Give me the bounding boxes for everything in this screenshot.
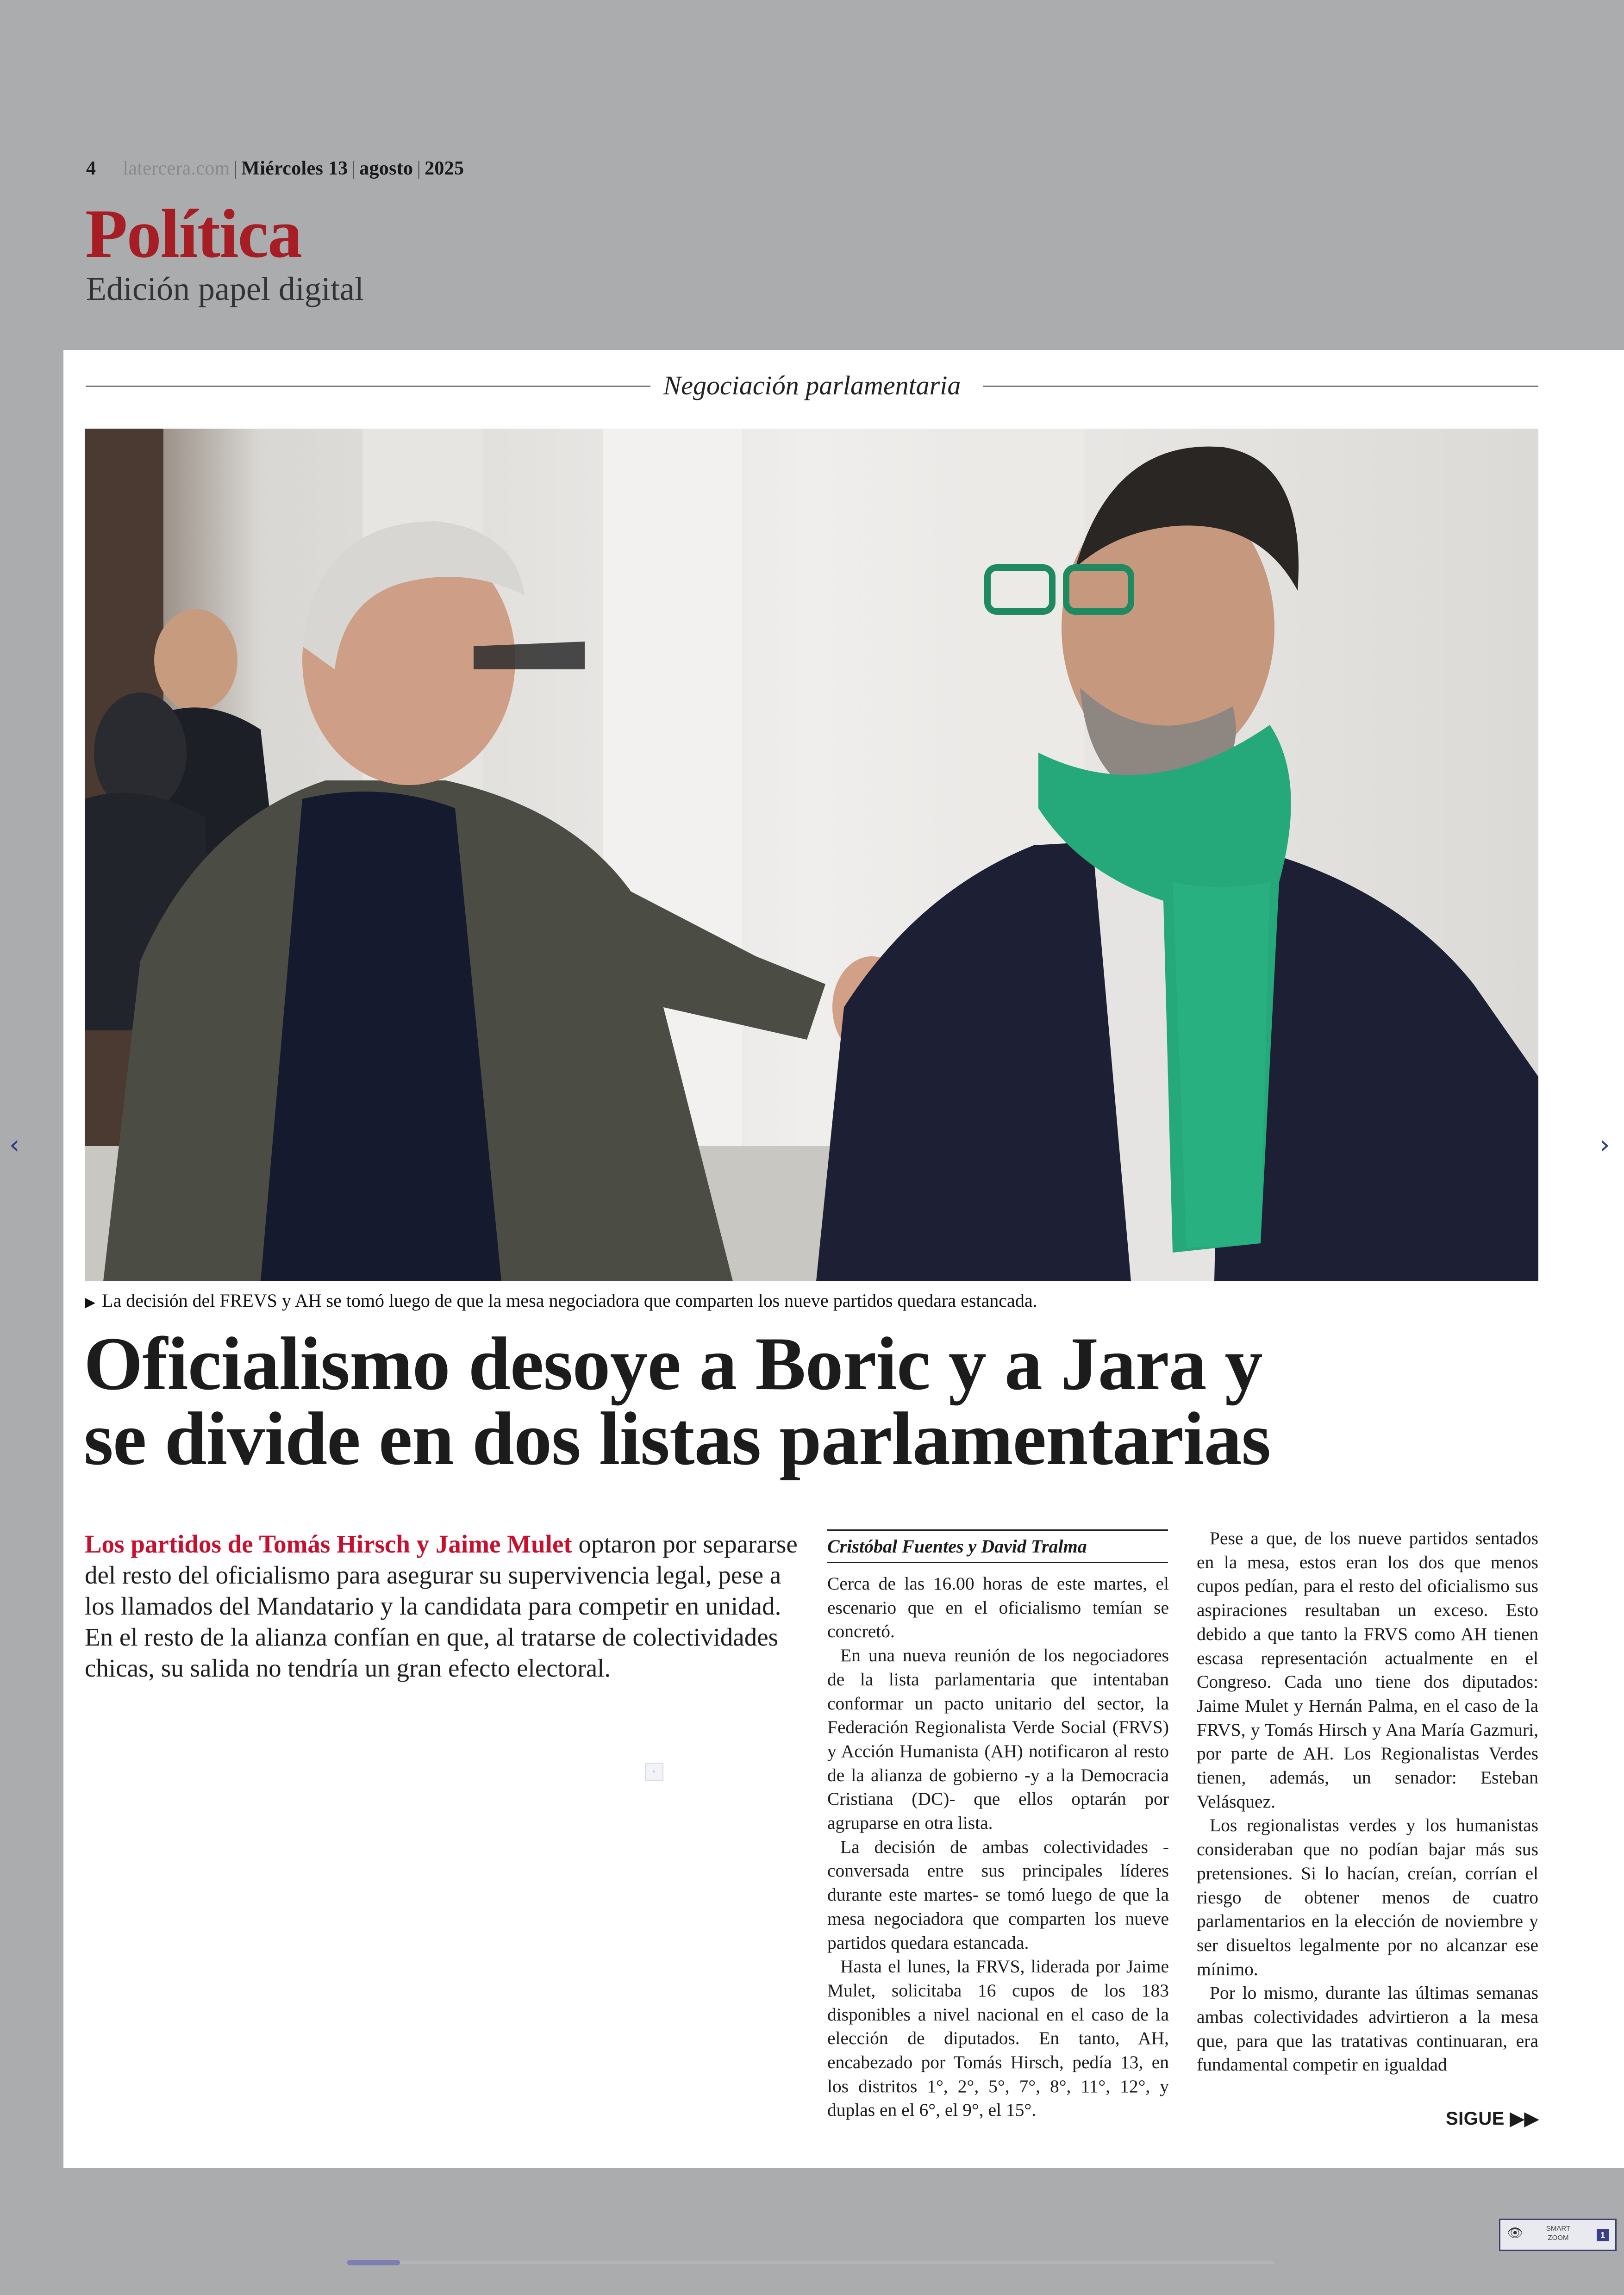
lead-text: optaron por separarse del resto del oficialismo para asegurar su supervivencia legal, pese a los llamados del Mandatario y la candidata para competir en unidad. En el resto de la alianza confían en que, al tratarse de colectividades chicas, su salida no tendría un gran efecto electoral. — [85, 1530, 798, 1682]
smart-zoom-button[interactable] — [1499, 2219, 1617, 2251]
kicker-row — [86, 369, 1538, 402]
paragraph: La decisión de ambas colectividades -conversada entre sus principales líderes durante este martes- se tomó luego de que la mesa negociadora que comparten los nueve partidos quedara estancada. — [827, 1836, 1169, 1953]
continue-label: SIGUE ▶▶ — [1446, 2108, 1539, 2129]
page-scrubber-track[interactable] — [348, 2261, 1274, 2264]
article-byline: Cristóbal Fuentes y David Tralma — [827, 1529, 1168, 1563]
paragraph: En una nueva reunión de los negociadores de la lista parlamentaria que intentaban conformar un pacto unitario del sector, la Federación Regionalista Verde Social (FRVS) y Acción Humanista (AH) notificaron al resto de la alianza de gobierno -y a la Democracia Cristiana (DC)- que ellos optarán por agruparse en otra lista. — [827, 1645, 1169, 1834]
paragraph: Los regionalistas verdes y los humanistas consideraban que no podían bajar más sus pretensiones. Si lo hacían, creían, corrían el riesgo de obtener menos de cuatro parlamentarios en la elección de noviembre y ser disueltos legalmente por no alcanzar ese mínimo. — [1197, 1815, 1538, 1979]
article-kicker — [86, 369, 1538, 402]
site-name: latercera.com — [123, 158, 230, 179]
lead-highlight: Los partidos de Tomás Hirsch y Jaime Mulet — [85, 1530, 572, 1558]
smart-zoom-badge: 1 — [1597, 2229, 1609, 2241]
masthead — [86, 157, 464, 180]
article-lead — [85, 1528, 798, 1684]
page-number: 4 — [86, 158, 96, 179]
article-column-2 — [1197, 1527, 1538, 2077]
article-headline — [84, 1322, 1542, 1481]
caption-marker-icon: ▶ — [85, 1295, 96, 1310]
paragraph: Cerca de las 16.00 horas de este martes, el escenario que en el oficialismo temían se concretó. — [827, 1573, 1169, 1642]
smart-zoom-label-line: SMART — [1546, 2225, 1571, 2233]
paragraph: Hasta el lunes, la FRVS, liderada por Jaime Mulet, solicitaba 16 cupos de los 183 disponibles a nivel nacional en el caso de la elección de diputados. En tanto, AH, encabezado por Tomás Hirsch, pedía 13, en los distritos 1°, 2°, 5°, 7°, 8°, 11°, 12°, y duplas en el 6°, el 9°, el 15°. — [827, 1956, 1169, 2120]
separator: | — [417, 158, 421, 179]
page-scrubber-thumb[interactable] — [347, 2260, 400, 2265]
section-subtitle: Edición papel digital — [86, 270, 364, 307]
smart-zoom-label-line: ZOOM — [1548, 2234, 1569, 2242]
article-photo[interactable] — [85, 429, 1538, 1281]
separator: | — [233, 158, 238, 179]
paragraph: Por lo mismo, durante las últimas semanas ambas colectividades advirtieron a la mesa que, para que las tratativas continuaran, era fundamental competir en igualdad — [1197, 1983, 1538, 2075]
kicker-text: Negociación parlamentaria — [655, 370, 969, 400]
page-link-icon[interactable]: ▫ — [645, 1763, 663, 1781]
section-title: Política — [85, 195, 302, 272]
photo-caption — [85, 1290, 1037, 1311]
caption-text: La decisión del FREVS y AH se tomó luego de que la mesa negociadora que comparten los nueve partidos quedara estancada. — [102, 1290, 1037, 1311]
date-year: 2025 — [425, 158, 464, 179]
paragraph: Pese a que, de los nueve partidos sentados en la mesa, estos eran los dos que menos cupos pedían, para el resto del oficialismo sus aspiraciones resultaban un exceso. Esto debido a que tanto la FRVS como AH tienen escasa representación actualmente en el Congreso. Cada uno tiene dos diputados: Jaime Mulet y Hernán Palma, en el caso de la FRVS, y Tomás Hirsch y Ana María Gazmuri, por parte de AH. Los Regionalistas Verdes tienen, además, un senador: Esteban Velásquez. — [1197, 1528, 1538, 1812]
newspaper-page — [63, 350, 1624, 2168]
previous-page-icon[interactable]: ‹ — [9, 1130, 20, 1160]
smart-zoom-label — [1537, 2224, 1579, 2243]
headline-line: se divide en dos listas parlamentarias — [84, 1397, 1271, 1481]
article-column-1 — [827, 1572, 1169, 2122]
date-month: agosto — [359, 158, 413, 179]
next-page-icon[interactable]: › — [1599, 1130, 1610, 1160]
eye-icon: 👁 — [1507, 2226, 1524, 2240]
separator: | — [351, 158, 356, 179]
date-day: Miércoles 13 — [241, 158, 348, 179]
headline-line: Oficialismo desoye a Boric y a Jara y — [84, 1322, 1262, 1406]
photo-illustration — [85, 429, 1538, 1281]
